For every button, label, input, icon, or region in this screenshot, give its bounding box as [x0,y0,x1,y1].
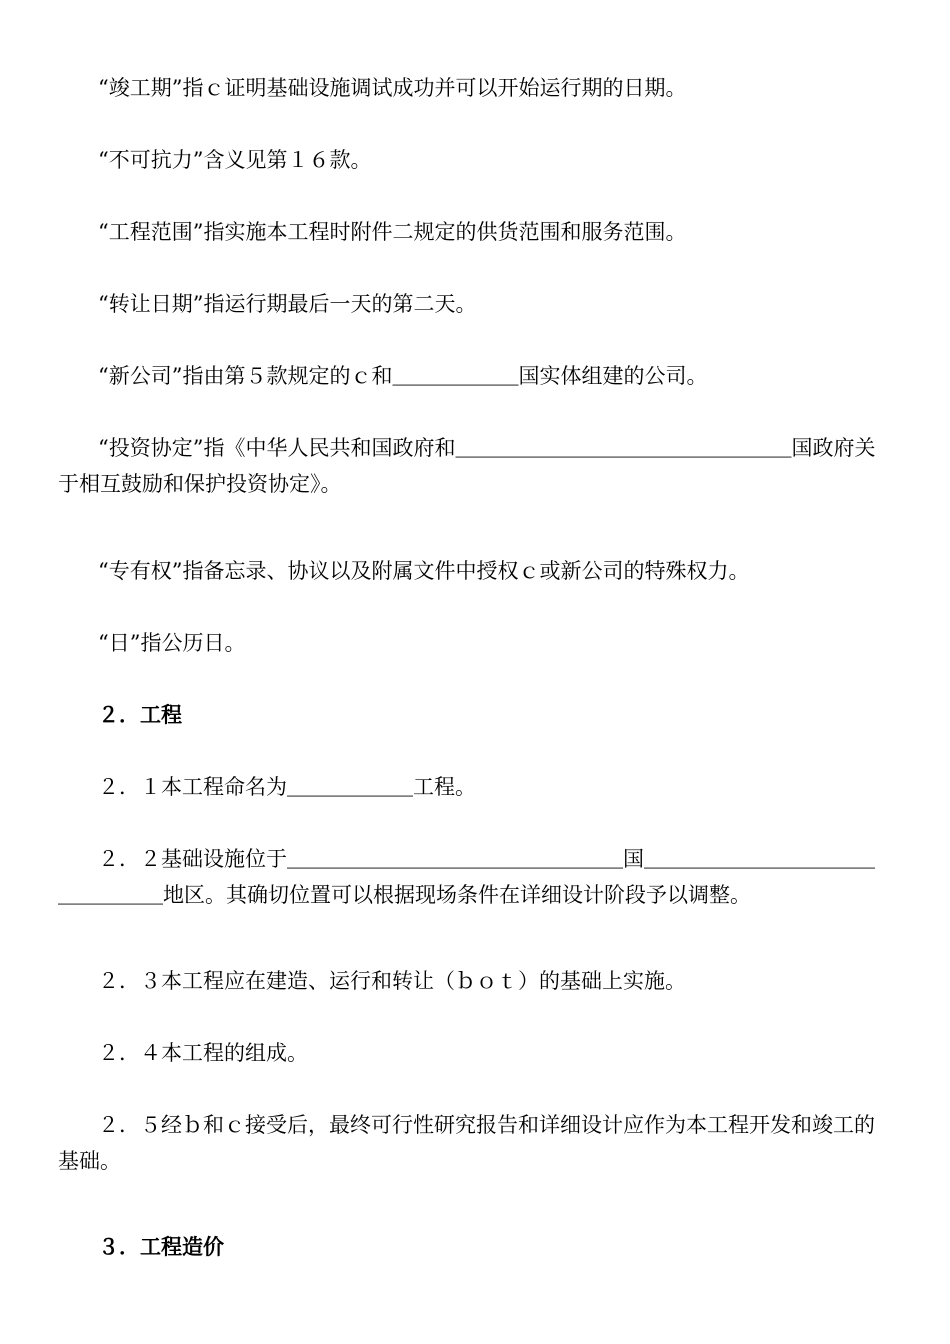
definition-new-company: “新公司”指由第５款规定的ｃ和＿＿＿＿＿＿国实体组建的公司。 [98,364,708,388]
definition-exclusive-rights: “专有权”指备忘录、协议以及附属文件中授权ｃ或新公司的特殊权力。 [98,559,750,583]
clause-2-2: ２．２基础设施位于＿＿＿＿＿＿＿＿＿＿＿＿＿＿＿＿国＿＿＿＿＿＿＿＿＿＿＿＿＿＿＿＿地区。其确切位置可以根据现场条件在详细设计阶段予以调整。 [58,847,875,907]
clause-2-1: ２．１本工程命名为＿＿＿＿＿＿工程。 [98,775,476,799]
definition-transfer-date: “转让日期”指运行期最后一天的第二天。 [98,292,477,316]
definition-investment-agreement: “投资协定”指《中华人民共和国政府和＿＿＿＿＿＿＿＿＿＿＿＿＿＿＿＿国政府关于相互鼓励和保护投资协定》。 [58,436,876,496]
definition-scope-of-work: “工程范围”指实施本工程时附件二规定的供货范围和服务范围。 [98,220,687,244]
definition-completion-date: “竣工期”指ｃ证明基础设施调试成功并可以开始运行期的日期。 [98,76,687,100]
clause-2-5: ２．５经ｂ和ｃ接受后，最终可行性研究报告和详细设计应作为本工程开发和竣工的基础。 [58,1113,875,1173]
section-heading-project: ２．工程 [98,702,182,727]
definition-force-majeure: “不可抗力”含义见第１６款。 [98,148,372,172]
clause-2-4: ２．４本工程的组成。 [98,1041,308,1065]
clause-2-3: ２．３本工程应在建造、运行和转让（ｂｏｔ）的基础上实施。 [98,969,686,993]
definition-day: “日”指公历日。 [98,631,246,655]
section-heading-project-cost: ３．工程造价 [98,1234,224,1259]
